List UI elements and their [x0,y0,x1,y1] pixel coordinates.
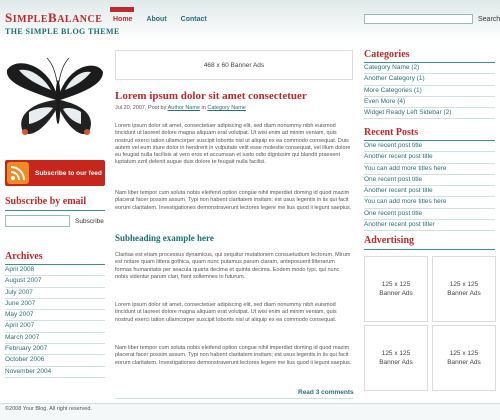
archive-link[interactable]: October 2006 [5,355,105,366]
nav-about[interactable]: About [146,16,167,23]
site-brand[interactable] [5,11,120,36]
site-tagline: THE SIMPLE BLOG THEME [5,27,120,36]
archive-link[interactable]: March 2007 [5,333,105,344]
recent-posts-heading: Recent Posts [364,127,419,138]
post-paragraph: Claritas est etiam processus dynamicus, qui sequitur mutationem consuetudium lectorum. Mirum est notare quam littera gothica, quam nunc putamus parum claram, anteposuerit litterarum formas humanitatis per seacula quarta decima et quinta decima. Eodem modo typi, qui nunc nobis videntur parum clari, fiant sollemnes in futurum. [115,252,351,280]
recent-post-link[interactable]: Another recent post title [364,152,495,163]
rss-icon [7,162,29,184]
categories-list [364,63,495,119]
post-paragraph: Nam liber tempor cum soluta nobis eleifend option congue nihil imperdiet doming id quod mazim placerat facer possim assum. Typi non habent claritatem insitam; est usus legentis in iis qui facit eorum claritatem. Investigationes demonstraverunt lectores legere me lius quod ii legunt saepius. [115,345,352,366]
category-link[interactable]: Category Name (2) [364,63,495,74]
ad-box[interactable]: 125 x 125 Banner Ads [432,256,496,322]
recent-post-link[interactable]: Another recent post title [364,186,495,197]
email-form [5,215,104,227]
search-button[interactable]: Search [478,15,500,23]
subscribe-divider [5,210,105,211]
nav-home[interactable]: Home [113,7,132,23]
category-link[interactable]: More Categories (1) [364,86,495,97]
archive-link[interactable]: June 2007 [5,299,105,310]
copyright-text: ©2008 Your Blog. All right reserved. [5,406,92,412]
ad-box[interactable]: 125 x 125 Banner Ads [364,325,428,391]
archive-link[interactable]: April 2008 [5,265,105,276]
post-subheading: Subheading example here [115,233,214,243]
top-banner-ad[interactable]: 468 x 60 Banner Ads [115,50,353,80]
post-title[interactable]: Lorem ipsum dolor sit amet consectetuer [115,90,307,102]
email-field[interactable] [5,215,70,227]
category-link[interactable]: Even More (4) [364,97,495,108]
archives-heading: Archives [5,251,43,262]
advertising-divider [364,249,495,250]
post-paragraph: Lorem ipsum dolor sit amet, consectetuer adipiscing elit, sed diam nonummy nibh euismod tincidunt ut laoreet dolore magna aliquam erat volutpat. Ut wisi enim ad minim veniam, quis nostrud exerci tation ullamcorper suscipit lobortis nisl ut aliquip ex ea commodo consequat. [115,302,337,323]
author-link[interactable]: Author Name [167,105,200,111]
search-form [364,14,500,24]
ad-box[interactable]: 125 x 125 Banner Ads [364,256,428,322]
category-link[interactable]: Widget Ready Left Sidebar (2) [364,108,495,119]
nav-contact[interactable]: Contact [180,16,207,23]
recent-post-link[interactable]: One recent post title [364,141,495,152]
archives-list [5,265,105,378]
ad-box[interactable]: 125 x 125 Banner Ads [432,325,496,391]
advertising-heading: Advertising [364,235,414,246]
recent-post-link[interactable]: You can add more titles here [364,164,495,175]
archive-link[interactable]: November 2004 [5,367,105,378]
post-meta: Jul 20, 2007, Post by Author Name in Category Name [115,105,246,111]
archive-link[interactable]: July 2007 [5,288,105,299]
archive-link[interactable]: February 2007 [5,344,105,355]
recent-post-link[interactable]: You can add more titles here [364,197,495,208]
subscribe-heading: Subscribe by email [5,196,87,207]
archive-link[interactable]: May 2007 [5,310,105,321]
category-link[interactable]: Category Name [207,105,246,111]
recent-posts-list [364,141,495,231]
post-divider [115,398,353,399]
archive-link[interactable]: April 2007 [5,321,105,332]
archive-link[interactable]: August 2007 [5,276,105,287]
recent-post-link[interactable]: One recent post title [364,209,495,220]
butterfly-image [5,52,105,142]
post-paragraph: Lorem ipsum dolor sit amet, consectetuer adipiscing elit, sed diam nonummy nibh euismod tincidunt ut laoreet dolore magna aliquam erat volutpat. Ut wisi enim ad minim veniam, quis nostrud exerci tation ullamcorper suscipit lobortis nisl ut aliquip ex ea commodo consequat. Duis autem vel eum iriure dolor in hendrerit in vulputate velit esse molestie consequat, vel illum dolore eu feugiat nulla facilisis at vero eros et accumsan et iusto odio dignissim qui blandit praesent luptatum zzril delenit augue duis dolore te feugait nulla facilisi. [115,123,351,166]
categories-heading: Categories [364,49,410,60]
recent-post-link[interactable]: One recent post title [364,175,495,186]
category-link[interactable]: Another Category (1) [364,74,495,85]
search-input[interactable] [364,14,473,24]
subscribe-button[interactable]: Subscribe [75,217,104,225]
site-title[interactable]: SIMPLEBALANCE [5,10,103,25]
rss-subscribe-button[interactable] [5,160,105,186]
post-paragraph: Nam liber tempor cum soluta nobis eleifend option congue nihil imperdiet doming id quod mazim placerat facer possim assum. Typi non habent claritatem insitam; est usus legentis in iis qui facit eorum claritatem. Investigationes demonstraverunt lectores legere me lius quod ii legunt saepius. [115,190,352,211]
main-nav [113,7,221,23]
recent-post-link[interactable]: Another recent post titler [364,220,495,231]
read-comments-link[interactable]: Read 3 comments [298,389,354,396]
rss-label: Subscribe to our feed [35,169,102,177]
